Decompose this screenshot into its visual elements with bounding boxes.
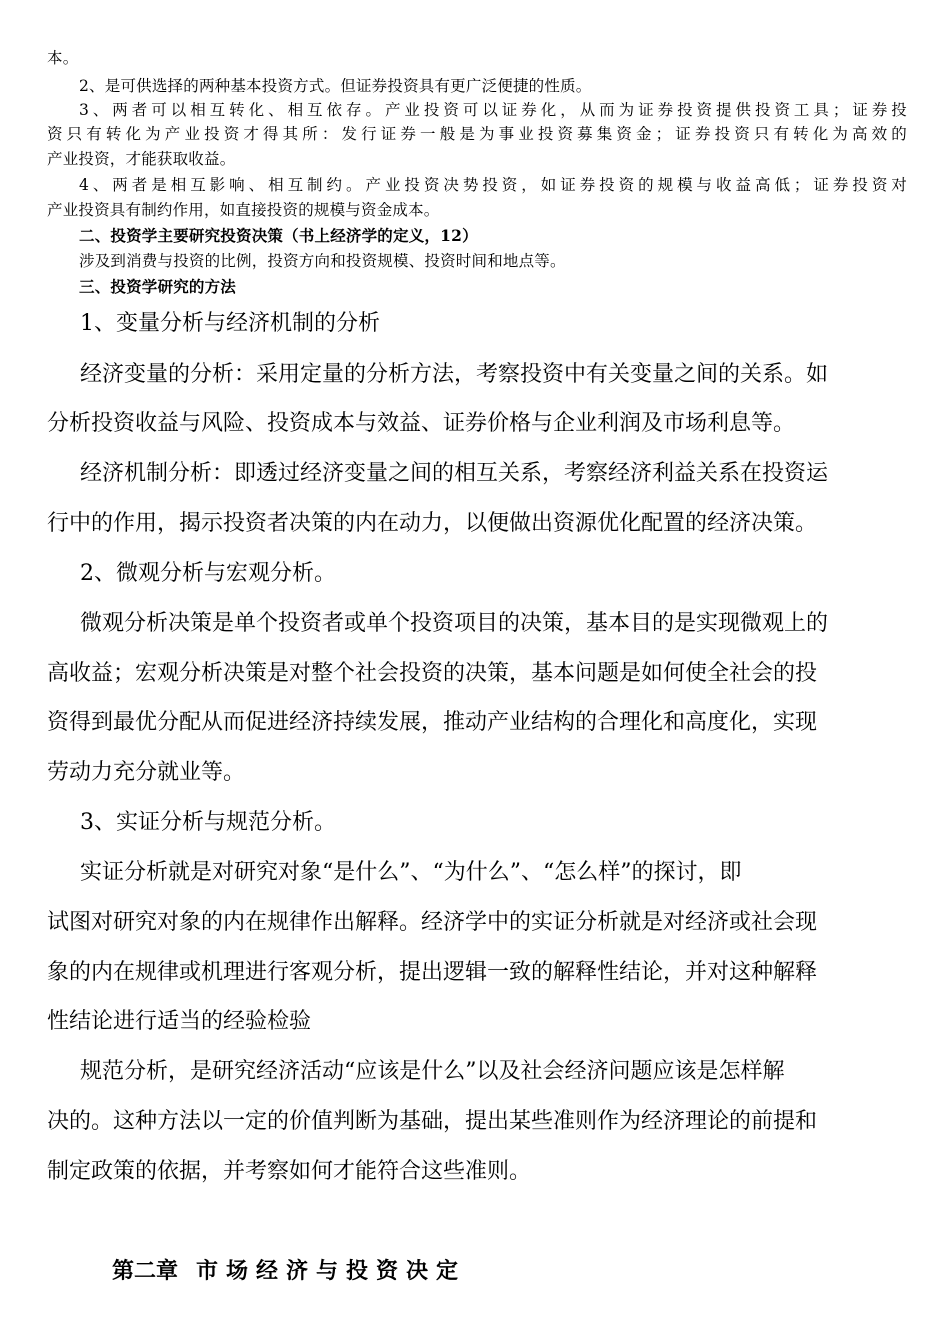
subsection-heading: 3、实证分析与规范分析。 <box>80 810 336 835</box>
paragraph-line: 规范分析，是研究经济活动“应该是什么”以及社会经济问题应该是怎样解 <box>80 1059 785 1084</box>
paragraph-line: 经济变量的分析：采用定量的分析方法，考察投资中有关变量之间的关系。如 <box>80 362 829 387</box>
paragraph-line: 制定政策的依据，并考察如何才能符合这些准则。 <box>47 1159 532 1184</box>
subsection-heading: 2、微观分析与宏观分析。 <box>80 561 336 586</box>
paragraph-line: 实证分析就是对研究对象“是什么”、“为什么”、“怎么样”的探讨，即 <box>80 860 742 885</box>
paragraph-line: 4、两者是相互影响、相互制约。产业投资决势投资，如证券投资的规模与收益高低；证券投资对 <box>79 176 907 194</box>
chapter-number: 第二章 <box>112 1258 179 1284</box>
paragraph-line: 资只有转化为产业投资才得其所：发行证券一般是为事业投资募集资金；证券投资只有转化为高效的 <box>47 125 907 143</box>
paragraph-line: 劳动力充分就业等。 <box>47 760 246 785</box>
paragraph-line: 2、是可供选择的两种基本投资方式。但证券投资具有更广泛便捷的性质。 <box>79 77 592 95</box>
paragraph-line: 涉及到消费与投资的比例，投资方向和投资规模、投资时间和地点等。 <box>79 252 566 270</box>
paragraph-line: 产业投资，才能获取收益。 <box>47 150 236 168</box>
chapter-heading <box>112 1256 466 1286</box>
section-heading: 二、投资学主要研究投资决策（书上经济学的定义，12） <box>79 226 478 245</box>
paragraph-line: 经济机制分析：即透过经济变量之间的相互关系，考察经济利益关系在投资运 <box>80 461 829 486</box>
paragraph-line: 行中的作用，揭示投资者决策的内在动力，以便做出资源优化配置的经济决策。 <box>47 511 818 536</box>
subsection-heading: 1、变量分析与经济机制的分析 <box>80 311 380 336</box>
section-heading: 三、投资学研究的方法 <box>79 277 237 296</box>
paragraph-line: 3、两者可以相互转化、相互依存。产业投资可以证券化，从而为证券投资提供投资工具；证券投 <box>79 101 907 119</box>
chapter-title: 市场经济与投资决定 <box>196 1258 467 1284</box>
paragraph-line: 性结论进行适当的经验检验 <box>47 1009 312 1034</box>
paragraph-line: 分析投资收益与风险、投资成本与效益、证券价格与企业利润及市场利息等。 <box>47 411 796 436</box>
paragraph-line: 资得到最优分配从而促进经济持续发展，推动产业结构的合理化和高度化，实现 <box>47 710 818 735</box>
paragraph-line: 决的。这种方法以一定的价值判断为基础，提出某些准则作为经济理论的前提和 <box>47 1109 818 1134</box>
paragraph-line: 象的内在规律或机理进行客观分析，提出逻辑一致的解释性结论，并对这种解释 <box>47 960 818 985</box>
paragraph-line: 本。 <box>47 49 79 67</box>
paragraph-line: 微观分析决策是单个投资者或单个投资项目的决策，基本目的是实现微观上的 <box>80 611 829 636</box>
paragraph-line: 产业投资具有制约作用，如直接投资的规模与资金成本。 <box>47 201 440 219</box>
paragraph-line: 试图对研究对象的内在规律作出解释。经济学中的实证分析就是对经济或社会现 <box>47 910 818 935</box>
paragraph-line: 高收益；宏观分析决策是对整个社会投资的决策，基本问题是如何使全社会的投 <box>47 661 818 686</box>
